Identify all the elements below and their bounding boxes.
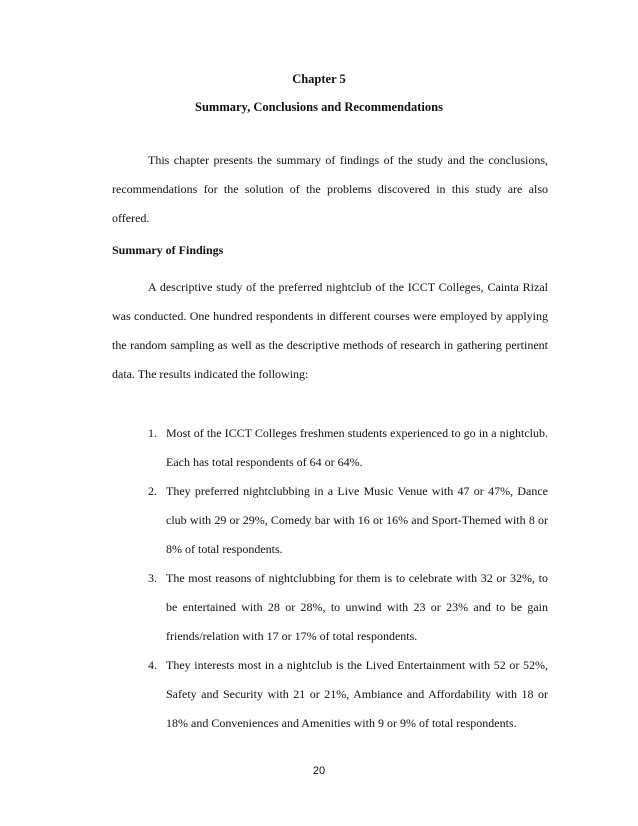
finding-number: 3. — [148, 571, 157, 585]
finding-number: 4. — [148, 658, 157, 672]
section-heading: Summary of Findings — [112, 243, 224, 257]
finding-text: The most reasons of nightclubbing for them is to celebrate with 32 or 32%, to be entertained with 28 or 28%, to unwind with 23 or 23% and to be gain friends/relation with 17 or 17% of total respondents. — [166, 571, 548, 643]
finding-text: They preferred nightclubbing in a Live Music Venue with 47 or 47%, Dance club with 29 or 29%, Comedy bar with 16 or 16% and Sport-Themed with 8 or 8% of total respondents. — [166, 484, 548, 556]
summary-paragraph: A descriptive study of the preferred nightclub of the ICCT Colleges, Cainta Rizal was conducted. One hundred respondents in different courses were employed by applying the random sampling as well as the descriptive methods of research in gathering pertinent data. The results indicated the following: — [112, 280, 548, 381]
finding-text: They interests most in a nightclub is the Lived Entertainment with 52 or 52%, Safety and Security with 21 or 21%, Ambiance and Affordability with 18 or 18% and Conveniences and Amenities with 9 or 9% of total respondents. — [166, 658, 548, 730]
finding-number: 1. — [148, 426, 157, 440]
finding-item — [148, 564, 548, 651]
findings-list — [148, 419, 548, 738]
finding-item — [148, 651, 548, 738]
page-number: 20 — [312, 765, 326, 777]
finding-item — [148, 419, 548, 477]
finding-text: Most of the ICCT Colleges freshmen students experienced to go in a nightclub. Each has total respondents of 64 or 64%. — [166, 426, 548, 469]
finding-number: 2. — [148, 484, 157, 498]
chapter-title: Chapter 5 — [292, 72, 346, 86]
finding-item — [148, 477, 548, 564]
intro-paragraph: This chapter presents the summary of findings of the study and the conclusions, recommendations for the solution of the problems discovered in this study are also offered. — [112, 153, 548, 225]
chapter-subtitle: Summary, Conclusions and Recommendations — [195, 100, 443, 114]
